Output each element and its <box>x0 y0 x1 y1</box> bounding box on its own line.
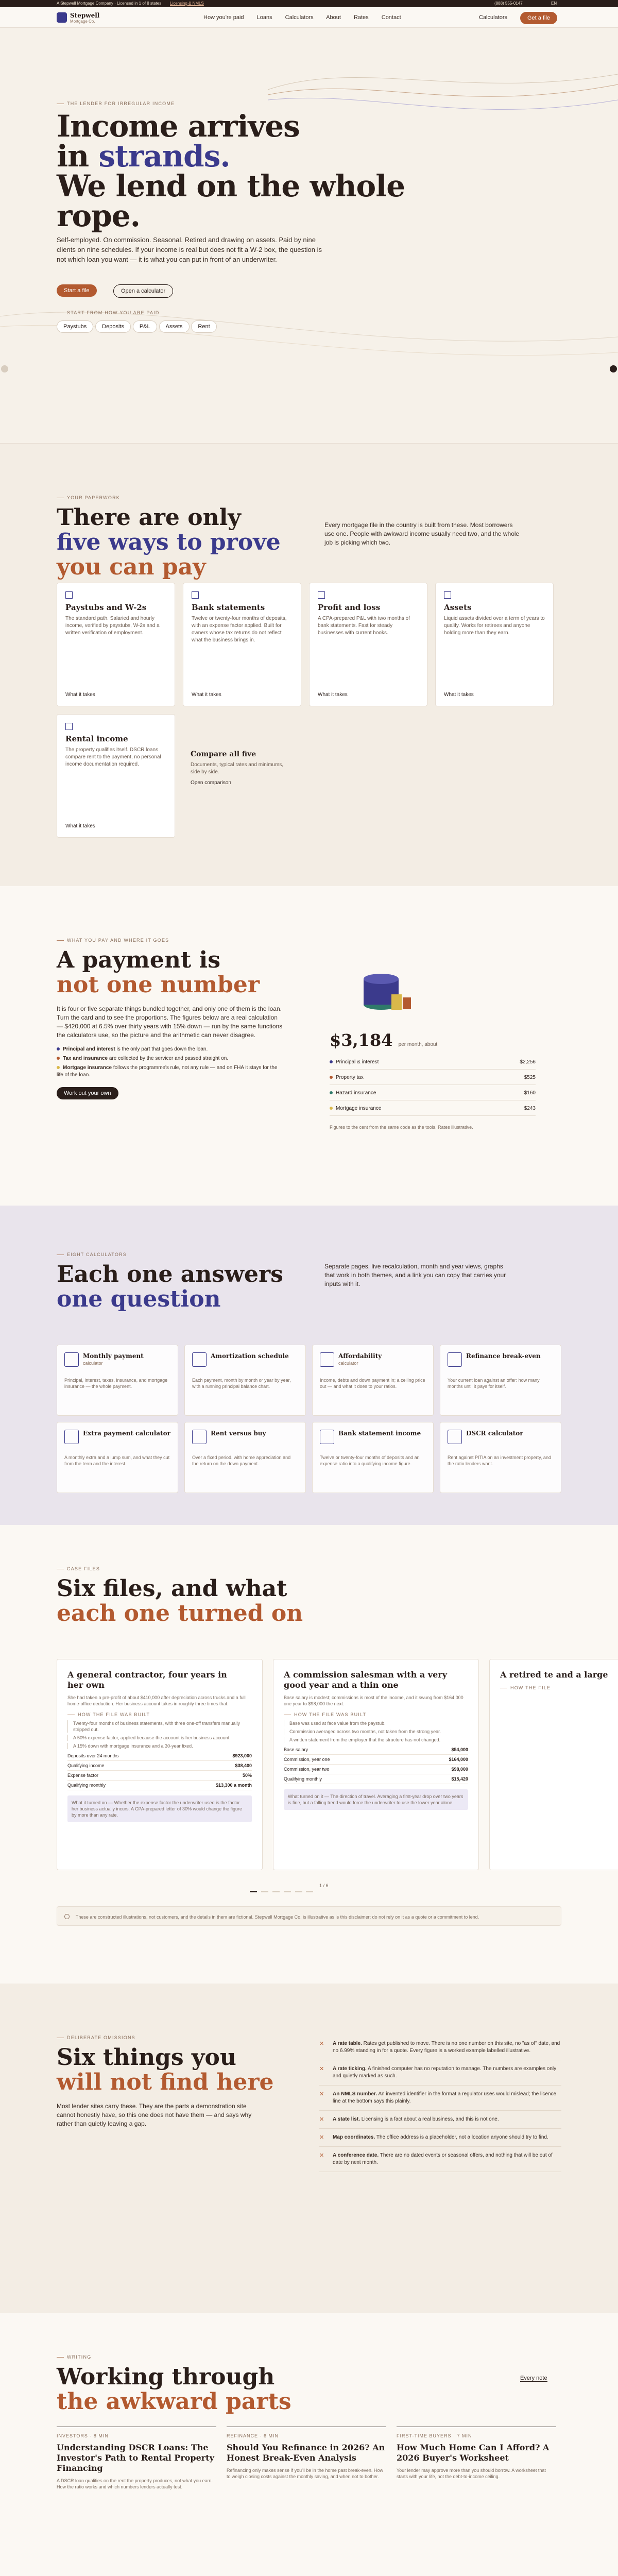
calculators-section <box>0 1206 618 1525</box>
doc-card-pl[interactable] <box>309 583 427 706</box>
case-file-bullet: A written statement from the employer that the structure has not changed. <box>284 1737 468 1743</box>
every-note-link[interactable]: Every note <box>520 2375 547 2381</box>
doc-card-link[interactable]: What it takes <box>192 692 221 698</box>
case-file-row: Commission, year one $164,000 <box>284 1755 468 1765</box>
nav-links <box>203 14 401 21</box>
omission-item: ✕ An NMLS number. An invented identifier in the format a regulator uses would mislead; the licence line at the bottom says this plainly. <box>319 2086 561 2111</box>
top-bar <box>0 0 618 7</box>
nav-cta-button[interactable]: Get a file <box>520 12 557 24</box>
scroll-right-handle[interactable] <box>610 365 617 372</box>
doc-card-link[interactable]: What it takes <box>65 692 95 698</box>
case-file-note: What turned on it — The direction of travel. Averaging a first-year drop over two years is fine, but a falling trend would force the underwriter to use the lower year alone. <box>284 1789 468 1810</box>
compare-link[interactable]: Open comparison <box>191 780 231 786</box>
omission-item: ✕ Map coordinates. The office address is a placeholder, not a location anyone should try to find. <box>319 2129 561 2147</box>
case-file-bullet: A 15% down with mortgage insurance and a 30-year fixed. <box>67 1743 252 1749</box>
case-file-note: What it turned on — Whether the expense factor the underwriter used is the factor her business actually incurs. A CPA-prepared letter of 30% would change the figure by more than any rate. <box>67 1795 252 1822</box>
doc-card-title: Bank statements <box>192 603 265 612</box>
omission-item: ✕ A rate table. Rates get published to move. There is no one number on this site, no "as of" date, and no 6.99% standing in for a quote. Every figure is a worked example labelled illustrative. <box>319 2035 561 2060</box>
calculator-card[interactable] <box>312 1422 434 1493</box>
chip-deposits[interactable]: Deposits <box>95 320 131 333</box>
payment-breakdown <box>330 958 556 1154</box>
documents-eyebrow: YOUR PAPERWORK <box>57 495 561 500</box>
payment-total: $3,184 per month, about <box>330 1030 438 1050</box>
nav-item-calculators[interactable]: Calculators <box>285 14 314 21</box>
calculator-body: Rent against PITIA on an investment property, and the ratio lenders want. <box>448 1455 551 1466</box>
doc-card-title: Assets <box>444 603 472 612</box>
breakdown-row: Mortgage insurance $243 <box>330 1106 536 1116</box>
calculator-card[interactable] <box>184 1345 306 1416</box>
calculator-icon <box>192 1352 207 1367</box>
case-file-bullet: Twenty-four months of business statements, with three one-off transfers manually stripped out. <box>67 1720 252 1733</box>
payment-title: A payment is not one number <box>57 947 260 998</box>
cross-icon: ✕ <box>319 2116 324 2123</box>
calculator-body: Over a fixed period, with home appreciation and the return on the down payment. <box>192 1455 291 1466</box>
compare-title: Compare all five <box>191 750 256 758</box>
carousel-dot[interactable] <box>306 1891 313 1892</box>
omissions-title: Six things you will not find here <box>57 2044 274 2095</box>
case-file-row: Deposits over 24 months $923,000 <box>67 1751 252 1761</box>
hero-body: Self-employed. On commission. Seasonal. Retired and drawing on assets. Paid by nine clients on nine schedules. If your income is real but does not fit a W-2 box, the question is not which loan you want — it is what you can put in front of an underwriter. <box>57 236 322 263</box>
case-file-row: Qualifying income $38,400 <box>67 1761 252 1771</box>
hero-title-line1: Income arrives <box>57 109 300 144</box>
cross-icon: ✕ <box>319 2153 324 2159</box>
cross-icon: ✕ <box>319 2134 324 2141</box>
hero-title-line3: We lend on the whole <box>57 168 405 204</box>
case-file-row: Qualifying monthly $13,300 a month <box>67 1781 252 1790</box>
calculator-icon <box>320 1352 334 1367</box>
article-body: Your lender may approve more than you should borrow. A worksheet that starts with your life, not the debt-to-income ceiling. <box>397 2468 546 2479</box>
case-file-row: Expense factor 50% <box>67 1771 252 1781</box>
carousel-dot[interactable] <box>261 1891 268 1892</box>
writing-eyebrow: WRITING <box>57 2354 561 2360</box>
calculator-body: Your current loan against an offer: how many months until it pays for itself. <box>448 1378 540 1389</box>
bullet: Principal and interest is the only part that goes down the loan. <box>57 1046 283 1053</box>
hero-calculator-button[interactable]: Open a calculator <box>113 284 173 298</box>
chip-paystubs[interactable]: Paystubs <box>57 320 93 333</box>
doc-card-bank[interactable] <box>183 583 301 706</box>
doc-card-assets[interactable] <box>435 583 554 706</box>
bullet: Tax and insurance are collected by the servicer and passed straight on. <box>57 1055 283 1062</box>
hero-title-line2: in strands. <box>57 139 230 174</box>
case-file-label: HOW THE FILE <box>500 1685 618 1690</box>
article-meta: REFINANCE · 6 MIN <box>227 2433 279 2438</box>
omissions-list <box>319 2035 561 2172</box>
article-meta: FIRST-TIME BUYERS · 7 MIN <box>397 2433 472 2438</box>
calculator-title: Bank statement income <box>338 1430 421 1437</box>
article-title: Understanding DSCR Loans: The Investor's Path to Rental Property Financing <box>57 2443 214 2473</box>
omissions-section <box>0 1984 618 2313</box>
carousel-dot[interactable] <box>250 1891 257 1892</box>
language-toggle[interactable]: EN <box>551 1 557 6</box>
calculator-icon <box>448 1430 462 1444</box>
omissions-eyebrow: DELIBERATE OMISSIONS <box>57 2035 561 2040</box>
main-nav <box>0 7 618 28</box>
omission-item: ✕ A rate ticking. A finished computer has no reputation to manage. The numbers are examples only and quietly marked as such. <box>319 2060 561 2086</box>
brand-logo[interactable] <box>57 12 67 23</box>
nav-item-how-paid[interactable]: How you're paid <box>203 14 244 21</box>
writing-section <box>0 2313 618 2576</box>
calculator-card[interactable] <box>57 1422 178 1493</box>
case-file-bullet: Commission averaged across two months, not taken from the strong year. <box>284 1728 468 1735</box>
case-file-label: HOW THE FILE WAS BUILT <box>67 1712 252 1717</box>
income-chips <box>57 320 217 333</box>
calculator-tag: calculator <box>338 1361 358 1366</box>
top-bar-text: A Stepwell Mortgage Company · Licensed in 1 of 8 states <box>57 1 162 6</box>
chip-pl[interactable]: P&L <box>133 320 157 333</box>
carousel-dot[interactable] <box>284 1891 291 1892</box>
documents-intro: Every mortgage file in the country is built from these. Most borrowers use one. People with awkward income usually need two, and the whole job is picking which two. <box>324 521 520 546</box>
calculator-body: Twelve or twenty-four months of deposits and an expense ratio into a qualifying income figure. <box>320 1455 420 1466</box>
calculator-title: Amortization schedule <box>211 1352 289 1360</box>
brand-name[interactable]: Stepwell <box>70 12 100 19</box>
article-meta: INVESTORS · 8 MIN <box>57 2433 109 2438</box>
calculator-title: Monthly payment <box>83 1352 144 1360</box>
case-file-body: She had taken a pre-profit of about $410,000 after depreciation across trucks and a full home-office deduction. Her business account takes in roughly three times that. <box>67 1695 246 1706</box>
breakdown-row: Hazard insurance $160 <box>330 1090 536 1100</box>
calculator-body: Principal, interest, taxes, insurance, and mortgage insurance — the whole payment. <box>64 1378 168 1389</box>
start-from-label: START FROM HOW YOU ARE PAID <box>57 310 160 315</box>
case-file-row: Commission, year two $98,000 <box>284 1765 468 1774</box>
carousel-dot[interactable] <box>295 1891 302 1892</box>
licensing-link[interactable]: Licensing & NMLS <box>170 1 204 6</box>
doc-icon <box>318 591 325 599</box>
calculator-body: Income, debts and down payment in; a ceiling price out — and what it does to your ratios. <box>320 1378 425 1389</box>
doc-card-title: Rental income <box>65 734 128 743</box>
payment-body: It is four or five separate things bundled together, and only one of them is the loan. Turn the card and to see the proportions. The figures below are a real calculation — $420,000 at 6.5% over thirty years with 15% down — run by the same functions the calculators use, so the picture and the arithmetic can never disagree. <box>57 1005 283 1039</box>
doc-icon <box>192 591 199 599</box>
calculator-card[interactable] <box>440 1422 561 1493</box>
top-bar-phone[interactable]: (888) 555-0147 <box>494 1 523 6</box>
case-file-title: A general contractor, four years in her own <box>67 1670 227 1690</box>
payment-footnote: Figures to the cent from the same code as the tools. Rates illustrative. <box>330 1125 473 1130</box>
calculator-title: DSCR calculator <box>466 1430 523 1437</box>
doc-card-body: A CPA-prepared P&L with two months of bank statements. Fast for steady businesses with current books. <box>318 616 410 636</box>
case-file-body: Base salary is modest; commissions is most of the income, and it swung from $164,000 one year to $98,000 the next. <box>284 1695 464 1706</box>
payment-stack-illustration <box>360 958 422 1015</box>
breakdown-row: Property tax $525 <box>330 1075 536 1085</box>
cross-icon: ✕ <box>319 2066 324 2072</box>
doc-card-body: The property qualifies itself. DSCR loans compare rent to the payment, no personal income documentation required. <box>65 747 161 767</box>
calculator-icon <box>64 1430 79 1444</box>
files-eyebrow: CASE FILES <box>57 1566 561 1571</box>
calculators-eyebrow: EIGHT CALCULATORS <box>57 1252 561 1257</box>
brand-sub: Mortgage Co. <box>70 19 95 24</box>
hero-title-line4: rope. <box>57 198 140 233</box>
writing-title: Working through the awkward parts <box>57 2364 291 2415</box>
payment-eyebrow: WHAT YOU PAY AND WHERE IT GOES <box>57 938 561 943</box>
doc-card-link[interactable]: What it takes <box>444 692 474 698</box>
case-file-row: Base salary $54,000 <box>284 1745 468 1755</box>
nav-item-about[interactable]: About <box>326 14 341 21</box>
case-files-section <box>0 1525 618 1984</box>
doc-card-body: The standard path. Salaried and hourly income, verified by paystubs, W-2s and a written verification of employment. <box>65 616 160 636</box>
payment-cta-button[interactable]: Work out your own <box>57 1087 118 1099</box>
calculator-card[interactable] <box>440 1345 561 1416</box>
scroll-left-handle[interactable] <box>1 365 8 372</box>
doc-card-link[interactable]: What it takes <box>65 823 95 829</box>
case-file-title: A retired te and a large <box>500 1670 608 1680</box>
calculator-title: Refinance break-even <box>466 1352 541 1360</box>
doc-card-link[interactable]: What it takes <box>318 692 348 698</box>
carousel-dot[interactable] <box>272 1891 280 1892</box>
case-file-label: HOW THE FILE WAS BUILT <box>284 1712 468 1717</box>
compare-body: Documents, typical rates and minimums, side by side. <box>191 762 284 775</box>
article-body: A DSCR loan qualifies on the rent the property produces, not what you earn. How the ratio works and which numbers lenders actually test. <box>57 2478 213 2489</box>
calculator-tag: calculator <box>83 1361 103 1366</box>
case-file-card[interactable] <box>489 1659 618 1870</box>
article-title: Should You Refinance in 2026? An Honest Break-Even Analysis <box>227 2443 385 2463</box>
files-disclaimer: These are constructed illustrations, not customers, and the details in them are fictional. Stepwell Mortgage Co. is illustrative as is this disclaimer; do not rely on it as a quote or a commitment to lend. <box>57 1906 561 1926</box>
breakdown-row: Principal & interest $2,256 <box>330 1059 536 1070</box>
compare-card[interactable] <box>191 750 294 786</box>
article-card[interactable] <box>397 2427 556 2550</box>
hero-title <box>57 111 417 231</box>
calculator-icon <box>192 1430 207 1444</box>
hero-start-button[interactable]: Start a file <box>57 284 97 297</box>
doc-card-title: Paystubs and W-2s <box>65 603 147 612</box>
omission-item: ✕ A state list. Licensing is a fact about a real business, and this is not one. <box>319 2111 561 2129</box>
chip-rent[interactable]: Rent <box>191 320 216 333</box>
calculator-card[interactable] <box>57 1345 178 1416</box>
cross-icon: ✕ <box>319 2041 324 2047</box>
calculator-body: A monthly extra and a lump sum, and what they cut from the term and the interest. <box>64 1455 170 1466</box>
calculators-button[interactable]: Calculators <box>479 14 508 21</box>
case-file-card[interactable] <box>57 1659 263 1870</box>
omission-item: ✕ A conference date. There are no dated events or seasonal offers, and nothing that will be out of date by next month. <box>319 2147 561 2172</box>
nav-item-contact[interactable]: Contact <box>381 14 401 21</box>
doc-card-body: Liquid assets divided over a term of years to qualify. Works for retirees and anyone holding more than they earn. <box>444 616 545 636</box>
doc-icon <box>65 723 73 730</box>
carousel-pager: 1 / 6 <box>319 1883 329 1888</box>
doc-card-title: Profit and loss <box>318 603 381 612</box>
payment-bullets <box>57 1046 283 1079</box>
calculator-body: Each payment, month by month or year by year, with a running principal balance chart. <box>192 1378 291 1389</box>
documents-title: There are only five ways to prove you can pay <box>57 504 281 580</box>
article-title: How Much Home Can I Afford? A 2026 Buyer's Worksheet <box>397 2443 550 2463</box>
doc-icon <box>65 591 73 599</box>
cross-icon: ✕ <box>319 2091 324 2097</box>
calculator-icon <box>320 1430 334 1444</box>
doc-card-body: Twelve or twenty-four months of deposits, with an expense factor applied. Built for owners whose tax returns do not reflect what the business brings in. <box>192 616 287 643</box>
hero-section <box>0 28 618 388</box>
doc-card-paystubs[interactable] <box>57 583 175 706</box>
calculators-title: Each one answers one question <box>57 1261 283 1312</box>
calculator-title: Rent versus buy <box>211 1430 266 1437</box>
case-file-bullet: Base was used at face value from the paystub. <box>284 1720 468 1726</box>
case-file-row: Qualifying monthly $15,420 <box>284 1774 468 1784</box>
info-icon <box>64 1914 70 1919</box>
doc-icon <box>444 591 451 599</box>
chip-assets[interactable]: Assets <box>159 320 190 333</box>
doc-card-rental[interactable] <box>57 714 175 838</box>
calculator-card[interactable] <box>312 1345 434 1416</box>
case-file-title: A commission salesman with a very good year and a thin one <box>284 1670 448 1690</box>
nav-item-rates[interactable]: Rates <box>353 14 369 21</box>
calculator-icon <box>64 1352 79 1367</box>
payment-section <box>0 886 618 1206</box>
case-file-card[interactable] <box>273 1659 479 1870</box>
documents-section <box>0 443 618 886</box>
case-file-bullet: A 50% expense factor, applied because the account is her business account. <box>67 1735 252 1741</box>
calculator-icon <box>448 1352 462 1367</box>
calculator-card[interactable] <box>184 1422 306 1493</box>
carousel-dots <box>250 1886 313 1894</box>
article-card[interactable] <box>227 2427 386 2550</box>
calculator-title: Extra payment calculator <box>83 1430 170 1437</box>
omissions-intro: Most lender sites carry these. They are the parts a demonstration site cannot honestly have, so this one does not have them — and says why rather than quietly leaving a gap. <box>57 2103 252 2127</box>
article-body: Refinancing only makes sense if you'll be in the home past break-even. How to weigh closing costs against the monthly saving, and when not to bother. <box>227 2468 383 2479</box>
calculators-intro: Separate pages, live recalculation, month and year views, graphs that work in both themes, and a link you can copy that carries your inputs with it. <box>324 1263 506 1287</box>
article-card[interactable] <box>57 2427 216 2550</box>
nav-item-loans[interactable]: Loans <box>256 14 272 21</box>
calculator-title: Affordability <box>338 1352 382 1360</box>
bullet: Mortgage insurance follows the programme's rule, not any rule — and on FHA it stays for the life of the loan. <box>57 1065 278 1078</box>
files-title: Six files, and what each one turned on <box>57 1575 303 1626</box>
hero-eyebrow: THE LENDER FOR IRREGULAR INCOME <box>57 101 175 106</box>
